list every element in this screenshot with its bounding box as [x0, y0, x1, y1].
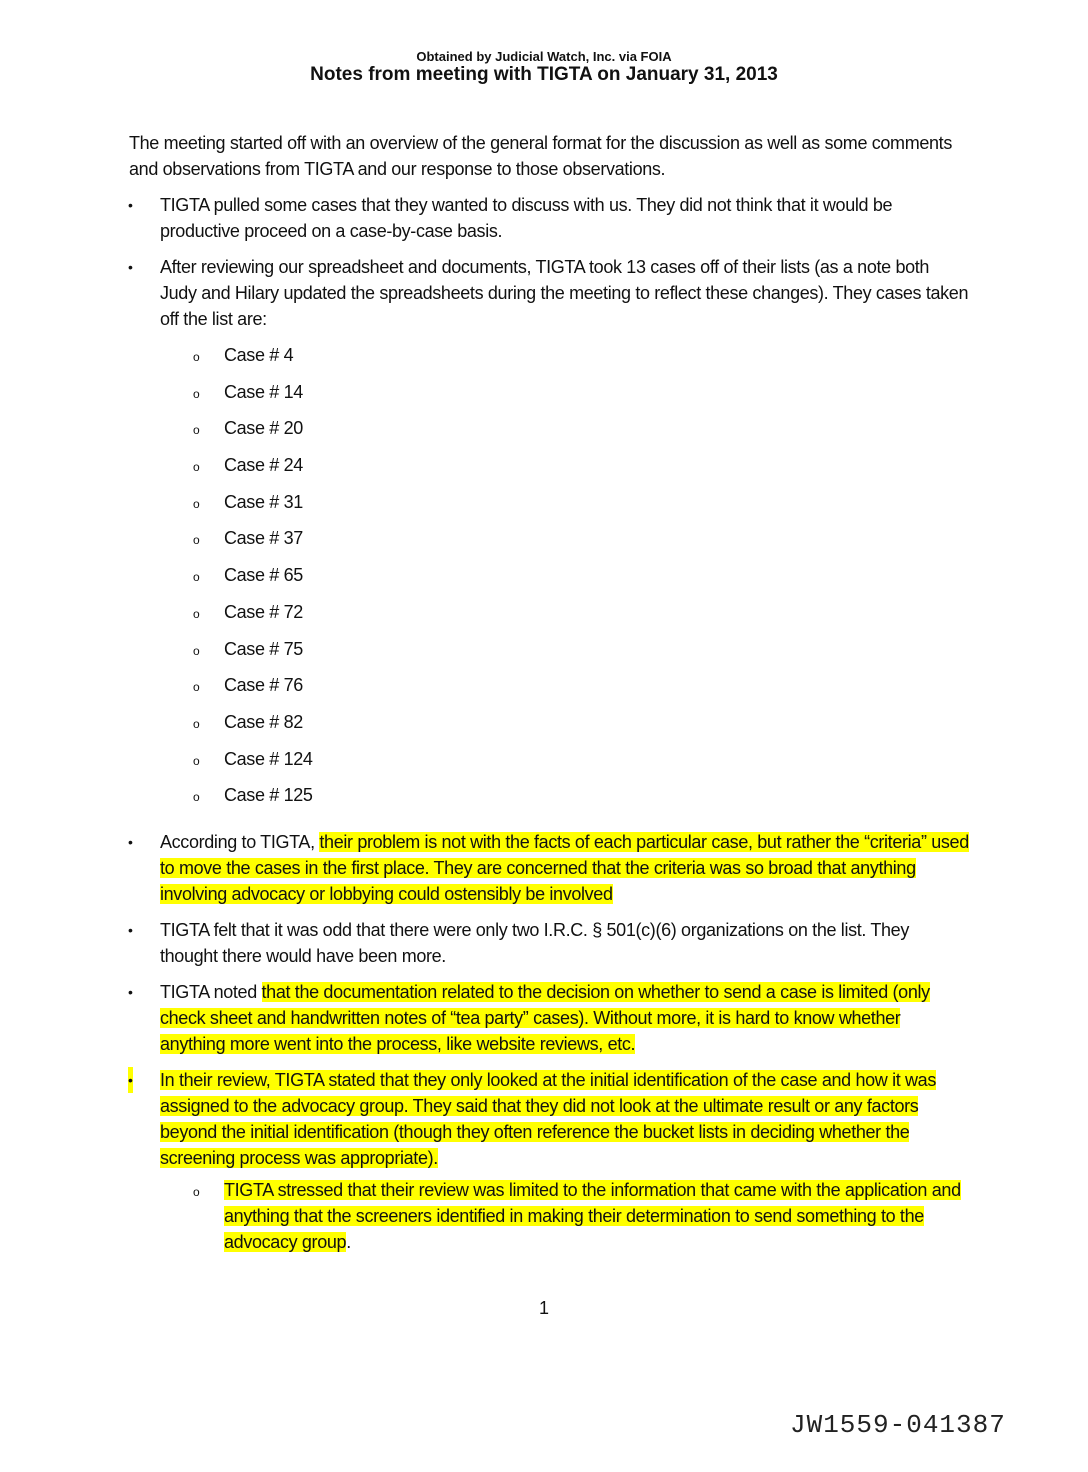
case-item	[160, 415, 969, 452]
removed-cases-list	[160, 342, 969, 819]
bullet-item-1	[129, 192, 969, 244]
circle-bullet-icon: o	[193, 460, 200, 475]
case-label: Case # 24	[224, 455, 303, 476]
bates-stamp: JW1559-041387	[790, 1410, 1006, 1440]
document-title: Notes from meeting with TIGTA on January 31, 2013	[310, 64, 778, 85]
circle-bullet-icon: o	[193, 496, 200, 511]
case-label: Case # 20	[224, 418, 303, 439]
bullet-icon: •	[128, 983, 133, 1000]
circle-bullet-icon: o	[193, 350, 200, 364]
case-label: Case # 75	[224, 638, 303, 659]
bullet-icon: •	[128, 259, 133, 275]
bullet-icon: •	[128, 921, 133, 938]
bullet-text: TIGTA felt that it was odd that there were only two I.R.C. § 501(c)(6) organizations on the list. They thought there would have been more.	[160, 919, 909, 966]
sub-bullet-tail: .	[346, 1231, 351, 1252]
circle-bullet-icon: o	[193, 790, 200, 805]
circle-bullet-icon: o	[193, 716, 200, 731]
case-label: Case # 37	[224, 528, 303, 549]
page-number: 1	[538, 1298, 549, 1318]
highlighted-text: TIGTA stressed that their review was limited to the information that came with the application and anything that the screeners identified in making their determination to send something to the advocacy group	[224, 1179, 961, 1252]
circle-bullet-icon: o	[193, 570, 200, 585]
bullet-item-4	[129, 917, 969, 969]
document-body	[129, 130, 969, 1265]
bullet-text: TIGTA pulled some cases that they wanted to discuss with us. They did not think that it would be productive proceed on a case-by-case basis.	[160, 195, 893, 241]
case-item	[160, 746, 969, 783]
bullet-text: After reviewing our spreadsheet and documents, TIGTA took 13 cases off of their lists (as a note both Judy and Hilary updated the spreadsheets during the meeting to reflect these changes). They cases taken off the list are:	[160, 257, 969, 329]
case-item	[160, 599, 969, 636]
bullet-icon: •	[128, 197, 133, 213]
circle-bullet-icon: o	[193, 1184, 200, 1199]
highlighted-text: their problem is not with the facts of each particular case, but rather the “criteria” used to move the cases in the first place. They are concerned that the criteria was so broad that anything involving advocacy or lobbying could ostensibly be involved	[160, 831, 969, 904]
bullet-item-3	[129, 829, 969, 907]
case-label: Case # 4	[224, 345, 294, 365]
bullet-item-2	[129, 254, 969, 819]
circle-bullet-icon: o	[193, 680, 200, 695]
circle-bullet-icon: o	[193, 643, 200, 658]
circle-bullet-icon: o	[193, 753, 200, 768]
case-label: Case # 125	[224, 785, 313, 806]
case-label: Case # 31	[224, 491, 303, 512]
bullet-icon: •	[128, 833, 133, 850]
sub-bullet-item	[160, 1177, 969, 1255]
highlighted-text: In their review, TIGTA stated that they only looked at the initial identification of the case and how it was assigned to the advocacy group. They said that they did not look at the ultimate result or any factors beyond the initial identification (though they often reference the bucket lists in deciding whether the screening process was appropriate).	[160, 1069, 936, 1168]
bullet-item-6	[129, 1067, 969, 1255]
case-item	[160, 672, 969, 709]
bullet-icon: •	[128, 1067, 133, 1093]
circle-bullet-icon: o	[193, 386, 200, 401]
circle-bullet-icon: o	[193, 423, 200, 438]
case-item	[160, 379, 969, 416]
case-item	[160, 782, 969, 819]
case-item	[160, 452, 969, 489]
bullet-item-5	[129, 979, 969, 1057]
bullet-text: TIGTA noted	[160, 981, 262, 1002]
case-item	[160, 562, 969, 599]
case-item	[160, 709, 969, 746]
case-item	[160, 489, 969, 526]
case-item	[160, 636, 969, 673]
case-item	[160, 525, 969, 562]
highlighted-text: that the documentation related to the decision on whether to send a case is limited (only check sheet and handwritten notes of “tea party” cases). Without more, it is hard to know whether anything more went into the process, like website reviews, etc.	[160, 981, 930, 1054]
case-item	[160, 342, 969, 379]
foia-source-header: Obtained by Judicial Watch, Inc. via FOIA	[416, 49, 672, 64]
case-label: Case # 124	[224, 748, 313, 769]
case-label: Case # 76	[224, 675, 303, 696]
case-label: Case # 82	[224, 711, 303, 732]
circle-bullet-icon: o	[193, 533, 200, 548]
circle-bullet-icon: o	[193, 606, 200, 621]
case-label: Case # 14	[224, 381, 303, 402]
intro-paragraph: The meeting started off with an overview of the general format for the discussion as well as some comments and observations from TIGTA and our response to those observations.	[129, 133, 952, 179]
case-label: Case # 65	[224, 565, 303, 586]
bullet-text: According to TIGTA,	[160, 831, 320, 852]
case-label: Case # 72	[224, 601, 303, 622]
